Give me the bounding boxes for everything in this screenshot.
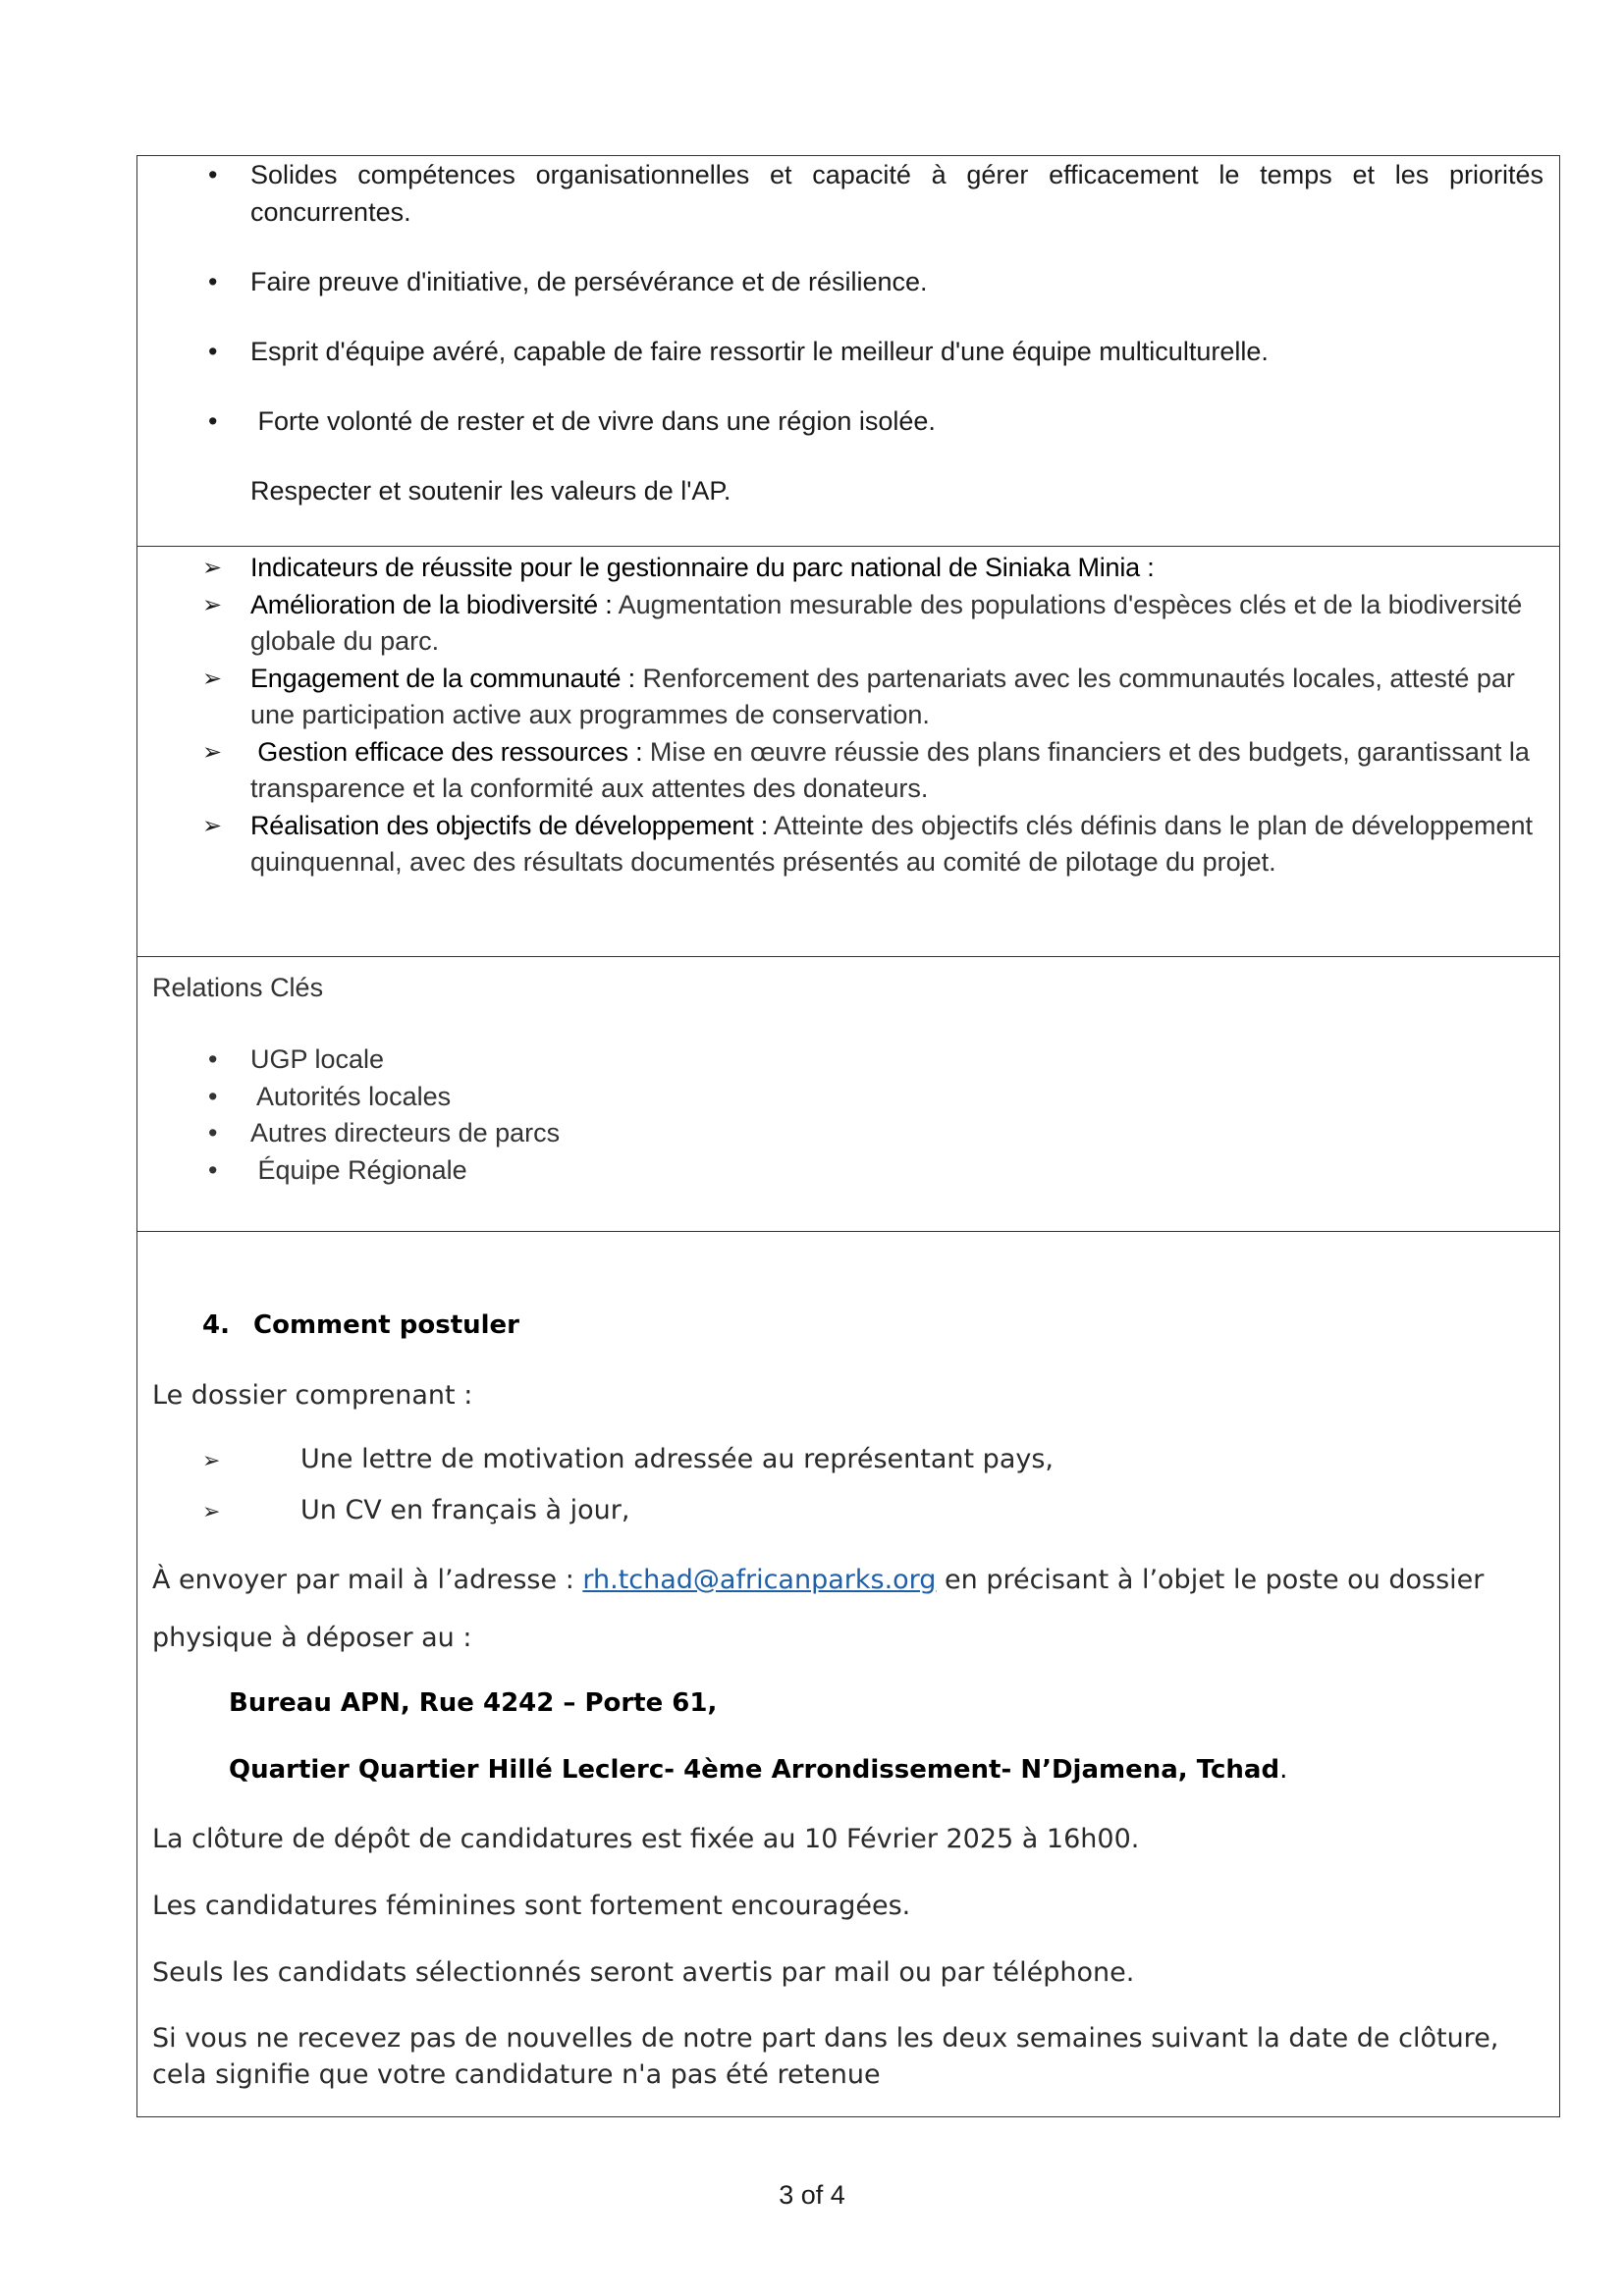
- arrow-bullet-icon: ➢: [202, 1500, 221, 1524]
- bullet-icon: •: [208, 337, 218, 366]
- bullet-icon: •: [208, 1044, 218, 1074]
- list-item: ➢ Réalisation des objectifs de développement : Atteinte des objectifs clés définis dans le plan de développement quinquennal, avec des résultats documentés présentés au comité de pilotage du projet.: [137, 808, 1559, 881]
- list-item: • Faire preuve d'initiative, de persévérance et de résilience.: [137, 263, 1543, 300]
- list-item: • Esprit d'équipe avéré, capable de faire ressortir le meilleur d'une équipe multiculturelle.: [137, 333, 1543, 370]
- qualities-list: [137, 156, 1543, 440]
- arrow-bullet-icon: ➢: [202, 555, 223, 581]
- list-item: ➢ Amélioration de la biodiversité : Augmentation mesurable des populations d'espèces clés et de la biodiversité globale du parc.: [137, 587, 1559, 661]
- list-item: • Équipe Régionale: [137, 1152, 1559, 1190]
- list-item: • Solides compétences organisationnelles et capacité à gérer efficacement le temps et les priorités concurrentes.: [137, 156, 1543, 231]
- bullet-icon: •: [208, 1118, 218, 1148]
- no-news-note: Si vous ne recevez pas de nouvelles de notre part dans les deux semaines suivant la date de clôture, cela signifie que votre candidature n'a pas été retenue: [152, 2023, 1499, 2090]
- content-table: [136, 155, 1560, 2117]
- address-line: Bureau APN, Rue 4242 – Porte 61,: [229, 1688, 718, 1718]
- bullet-icon: •: [208, 1154, 218, 1185]
- send-instructions: À envoyer par mail à l’adresse : rh.tchad@africanparks.org en précisant à l’objet le poste ou dossier: [152, 1565, 1485, 1595]
- list-item: • UGP locale: [137, 1041, 1559, 1079]
- section-heading: 4. Comment postuler: [202, 1310, 520, 1340]
- email-link[interactable]: rh.tchad@africanparks.org: [582, 1565, 937, 1595]
- apply-section: [137, 1232, 1559, 2116]
- relations-title: Relations Clés: [152, 973, 324, 1002]
- arrow-bullet-icon: ➢: [202, 1449, 221, 1473]
- list-item: ➢ Engagement de la communauté : Renforcement des partenariats avec les communautés locales, attesté par une participation active aux programmes de conservation.: [137, 661, 1559, 734]
- list-item: • Forte volonté de rester et de vivre dans une région isolée.: [137, 402, 1543, 440]
- list-item: ➢ Une lettre de motivation adressée au représentant pays,: [202, 1444, 1054, 1474]
- list-item: ➢ Un CV en français à jour,: [202, 1495, 630, 1525]
- arrow-bullet-icon: ➢: [202, 738, 223, 766]
- selection-note: Seuls les candidats sélectionnés seront avertis par mail ou par téléphone.: [152, 1957, 1135, 1988]
- arrow-bullet-icon: ➢: [202, 665, 223, 692]
- indicators-list: [137, 550, 1559, 881]
- send-instructions-cont: physique à déposer au :: [152, 1623, 472, 1653]
- arrow-bullet-icon: ➢: [202, 812, 223, 839]
- indicators-section: [137, 550, 1559, 957]
- bullet-icon: •: [208, 406, 218, 436]
- list-item: ➢ Gestion efficace des ressources : Mise en œuvre réussie des plans financiers et des budgets, garantissant la transparence et la conformité aux attentes des donateurs.: [137, 734, 1559, 808]
- bullet-icon: •: [208, 1081, 218, 1111]
- relations-list: [137, 1041, 1559, 1189]
- values-line: Respecter et soutenir les valeurs de l'AP.: [250, 476, 731, 506]
- indicators-heading: ➢ Indicateurs de réussite pour le gestionnaire du parc national de Siniaka Minia :: [137, 550, 1559, 587]
- women-note: Les candidatures féminines sont fortement encouragées.: [152, 1891, 911, 1921]
- list-item: • Autres directeurs de parcs: [137, 1115, 1559, 1152]
- page-number: 3 of 4: [779, 2180, 845, 2210]
- qualities-section: [137, 156, 1559, 547]
- bullet-icon: •: [208, 267, 218, 296]
- relations-section: [137, 969, 1559, 1232]
- deadline-text: La clôture de dépôt de candidatures est fixée au 10 Février 2025 à 16h00.: [152, 1824, 1140, 1854]
- arrow-bullet-icon: ➢: [202, 591, 223, 618]
- dossier-intro: Le dossier comprenant :: [152, 1380, 473, 1411]
- address-line: Quartier Quartier Hillé Leclerc- 4ème Arrondissement- N’Djamena, Tchad.: [229, 1755, 1288, 1785]
- bullet-icon: •: [208, 160, 218, 189]
- list-item: • Autorités locales: [137, 1079, 1559, 1116]
